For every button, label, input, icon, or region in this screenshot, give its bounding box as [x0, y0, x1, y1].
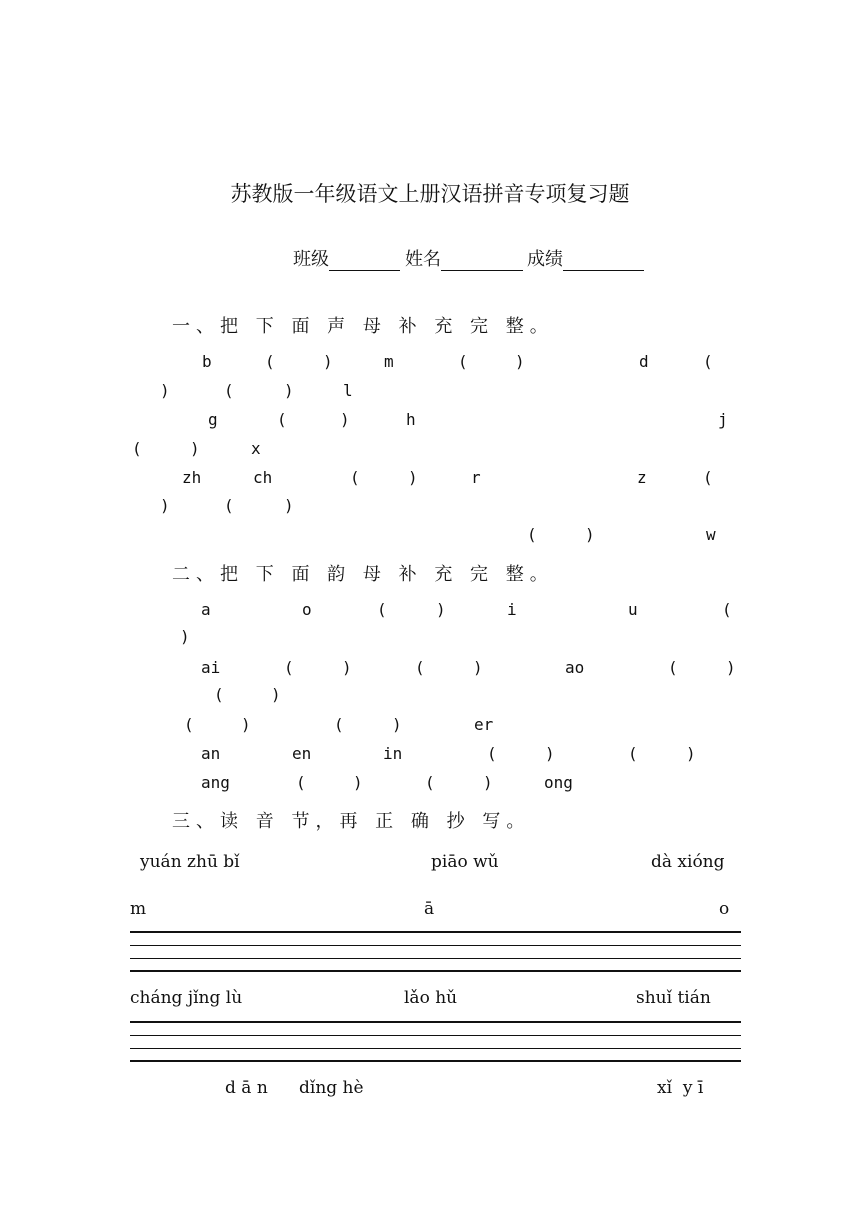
list-item: ang [201, 773, 230, 792]
pinyin-item: d ā n [225, 1078, 268, 1098]
list-item: ong [544, 773, 573, 792]
list-item: ( [334, 715, 344, 734]
list-item: ( [628, 744, 638, 763]
list-item: ( [377, 600, 387, 619]
name-label: 姓名 [405, 249, 441, 270]
list-item: ( [703, 468, 713, 487]
list-item: ( [265, 352, 275, 371]
section3-heading: 三、读 音 节，再 正 确 抄 写。 [172, 811, 531, 832]
list-item: ( [458, 352, 468, 371]
list-item: an [201, 744, 221, 763]
list-item: ( [214, 685, 224, 704]
class-blank[interactable] [329, 250, 400, 271]
list-item: ) [271, 685, 281, 704]
list-item: ( [277, 410, 287, 429]
list-item: ) [323, 352, 333, 371]
list-item: ( [184, 715, 194, 734]
writing-line [130, 1060, 741, 1062]
list-item: ) [392, 715, 402, 734]
section1-heading: 一、把 下 面 声 母 补 充 完 整。 [172, 316, 554, 337]
list-item: ) [160, 496, 170, 515]
list-item: ) [353, 773, 363, 792]
list-item: ) [545, 744, 555, 763]
list-item: ) [483, 773, 493, 792]
list-item: ) [342, 658, 352, 677]
list-item: b [202, 352, 212, 371]
list-item: en [292, 744, 312, 763]
pinyin-item: shuǐ tián [636, 988, 711, 1008]
writing-line [130, 1048, 741, 1049]
list-item: ( [132, 439, 142, 458]
pinyin-item: o [719, 899, 730, 919]
list-item: j [718, 410, 728, 429]
list-item: ( [703, 352, 713, 371]
list-item: ) [408, 468, 418, 487]
list-item: ( [350, 468, 360, 487]
list-item: ai [201, 658, 221, 677]
list-item: ) [284, 496, 294, 515]
list-item: ) [284, 381, 294, 400]
page-title: 苏教版一年级语文上册汉语拼音专项复习题 [230, 182, 630, 206]
list-item: in [383, 744, 403, 763]
writing-line [130, 1021, 741, 1023]
pinyin-item: lǎo hǔ [404, 988, 458, 1008]
list-item: x [251, 439, 261, 458]
list-item: ) [241, 715, 251, 734]
list-item: zh [182, 468, 202, 487]
list-item: ) [686, 744, 696, 763]
list-item: ( [527, 525, 537, 544]
list-item: ( [668, 658, 678, 677]
section2-heading: 二、把 下 面 韵 母 补 充 完 整。 [172, 564, 554, 585]
list-item: d [639, 352, 649, 371]
list-item: ( [296, 773, 306, 792]
list-item: ) [436, 600, 446, 619]
score-field[interactable] [527, 245, 644, 271]
pinyin-item: dà xióng [651, 852, 725, 872]
list-item: ) [473, 658, 483, 677]
list-item: ) [585, 525, 595, 544]
pinyin-item: xǐ y ī [657, 1078, 704, 1098]
list-item: ) [515, 352, 525, 371]
list-item: er [474, 715, 494, 734]
writing-line [130, 931, 741, 933]
list-item: ch [253, 468, 273, 487]
list-item: g [208, 410, 218, 429]
list-item: ( [284, 658, 294, 677]
list-item: ( [425, 773, 435, 792]
name-blank[interactable] [441, 250, 523, 271]
writing-line [130, 970, 741, 972]
pinyin-item: dǐng hè [299, 1078, 364, 1098]
list-item: o [302, 600, 312, 619]
writing-line [130, 958, 741, 959]
writing-line [130, 945, 741, 946]
pinyin-item: cháng jǐng lù [130, 988, 243, 1008]
list-item: ) [726, 658, 736, 677]
list-item: ( [722, 600, 732, 619]
list-item: u [628, 600, 638, 619]
score-blank[interactable] [563, 250, 644, 271]
list-item: i [507, 600, 517, 619]
score-label: 成绩 [527, 249, 563, 270]
class-field[interactable] [293, 245, 400, 271]
list-item: ) [160, 381, 170, 400]
pinyin-item: piāo wǔ [431, 852, 499, 872]
list-item: ( [415, 658, 425, 677]
list-item: ( [224, 381, 234, 400]
list-item: w [706, 525, 716, 544]
list-item: l [343, 381, 353, 400]
list-item: m [384, 352, 394, 371]
list-item: ) [190, 439, 200, 458]
list-item: z [637, 468, 647, 487]
class-label: 班级 [293, 249, 329, 270]
pinyin-item: ā [424, 899, 435, 919]
list-item: ) [180, 627, 190, 646]
list-item: a [201, 600, 211, 619]
list-item: ( [224, 496, 234, 515]
pinyin-item: m [130, 899, 147, 919]
writing-line [130, 1035, 741, 1036]
name-field[interactable] [405, 245, 523, 271]
list-item: r [471, 468, 481, 487]
list-item: ao [565, 658, 585, 677]
pinyin-item: yuán zhū bǐ [140, 852, 240, 872]
list-item: ( [487, 744, 497, 763]
list-item: h [406, 410, 416, 429]
list-item: ) [340, 410, 350, 429]
